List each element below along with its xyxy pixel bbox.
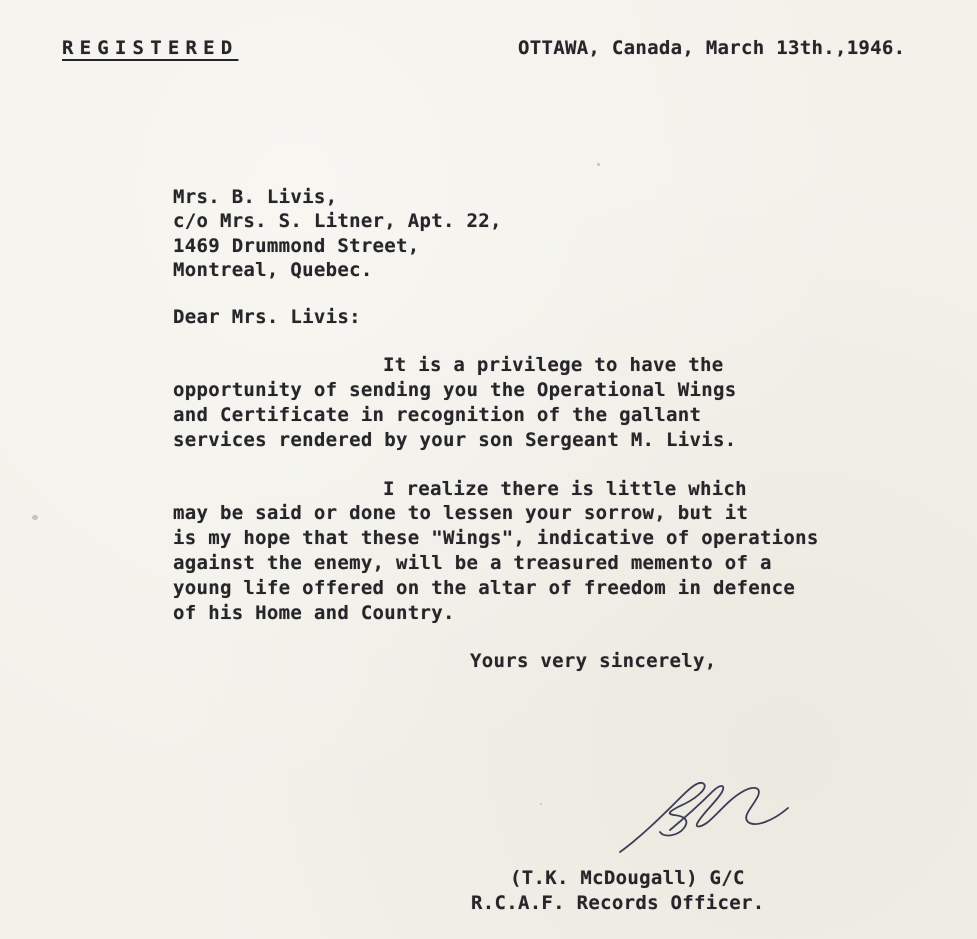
signature: [612, 770, 802, 870]
place-date: OTTAWA, Canada, March 13th.,1946.: [518, 37, 906, 59]
paragraph-2-line-2: may be said or done to lessen your sorrow, but it: [173, 502, 749, 524]
paper-speck: [540, 803, 542, 805]
paragraph-2-line-6: of his Home and Country.: [173, 602, 455, 624]
paragraph-2-line-5: young life offered on the altar of freedom in defence: [173, 577, 796, 599]
paragraph-2-line-1: I realize there is little which: [383, 478, 747, 500]
address-line-4: Montreal, Quebec.: [173, 259, 373, 281]
registered-heading: REGISTERED: [62, 37, 239, 59]
paper-speck: [597, 163, 600, 166]
paragraph-1-line-3: and Certificate in recognition of the gallant: [173, 404, 702, 426]
paragraph-1-line-2: opportunity of sending you the Operational Wings: [173, 379, 737, 401]
closing: Yours very sincerely,: [470, 650, 717, 672]
signatory-title: R.C.A.F. Records Officer.: [471, 892, 765, 914]
address-line-3: 1469 Drummond Street,: [173, 235, 420, 257]
signatory-name: (T.K. McDougall) G/C: [510, 867, 745, 889]
address-line-2: c/o Mrs. S. Litner, Apt. 22,: [173, 210, 502, 232]
paper-speck: [32, 515, 38, 520]
paragraph-2-line-4: against the enemy, will be a treasured memento of a: [173, 552, 772, 574]
address-line-1: Mrs. B. Livis,: [173, 186, 338, 208]
salutation: Dear Mrs. Livis:: [173, 306, 361, 328]
paragraph-1-line-4: services rendered by your son Sergeant M. Livis.: [173, 429, 737, 451]
paragraph-2-line-3: is my hope that these "Wings", indicative of operations: [173, 527, 819, 549]
paragraph-1-line-1: It is a privilege to have the: [383, 354, 724, 376]
